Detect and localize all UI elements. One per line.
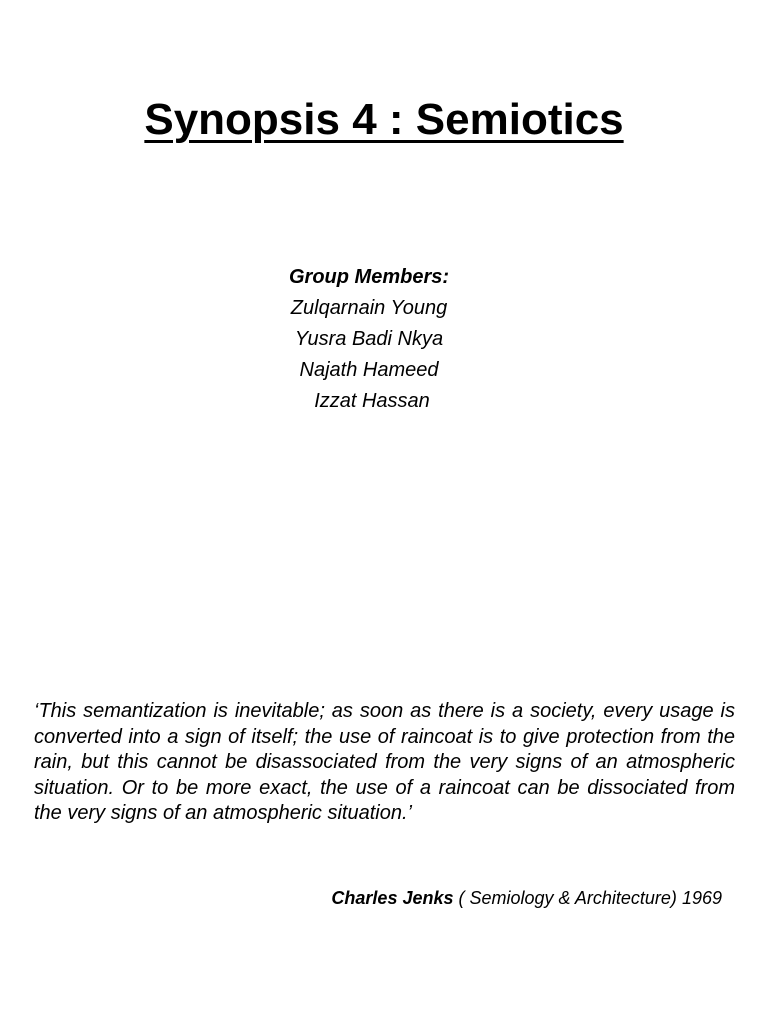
group-member-name: Najath Hameed: [299, 359, 439, 381]
group-members-heading: Group Members:: [288, 266, 450, 288]
page-title: [0, 92, 768, 148]
group-member-name: Zulqarnain Young: [290, 297, 448, 319]
citation-year: 1969: [681, 888, 722, 908]
quote-citation: [331, 886, 722, 910]
group-members-block: [184, 262, 554, 417]
page-title-text: Synopsis 4 : Semiotics: [144, 95, 624, 144]
quote-paragraph: ‘This semantization is inevitable; as soon as there is a society, every usage is converted into a sign of itself; the use of raincoat is to give protection from the rain, but this cannot be disassociated from the very signs of an atmospheric situation. Or to be more exact, the use of a raincoat can be dissociated from the very signs of an atmospheric situation.’: [34, 700, 735, 824]
citation-author: Charles Jenks: [331, 888, 454, 908]
group-member-name: Izzat Hassan: [314, 390, 430, 412]
citation-source: ( Semiology & Architecture): [458, 888, 677, 908]
group-member-name: Yusra Badi Nkya: [294, 328, 444, 350]
